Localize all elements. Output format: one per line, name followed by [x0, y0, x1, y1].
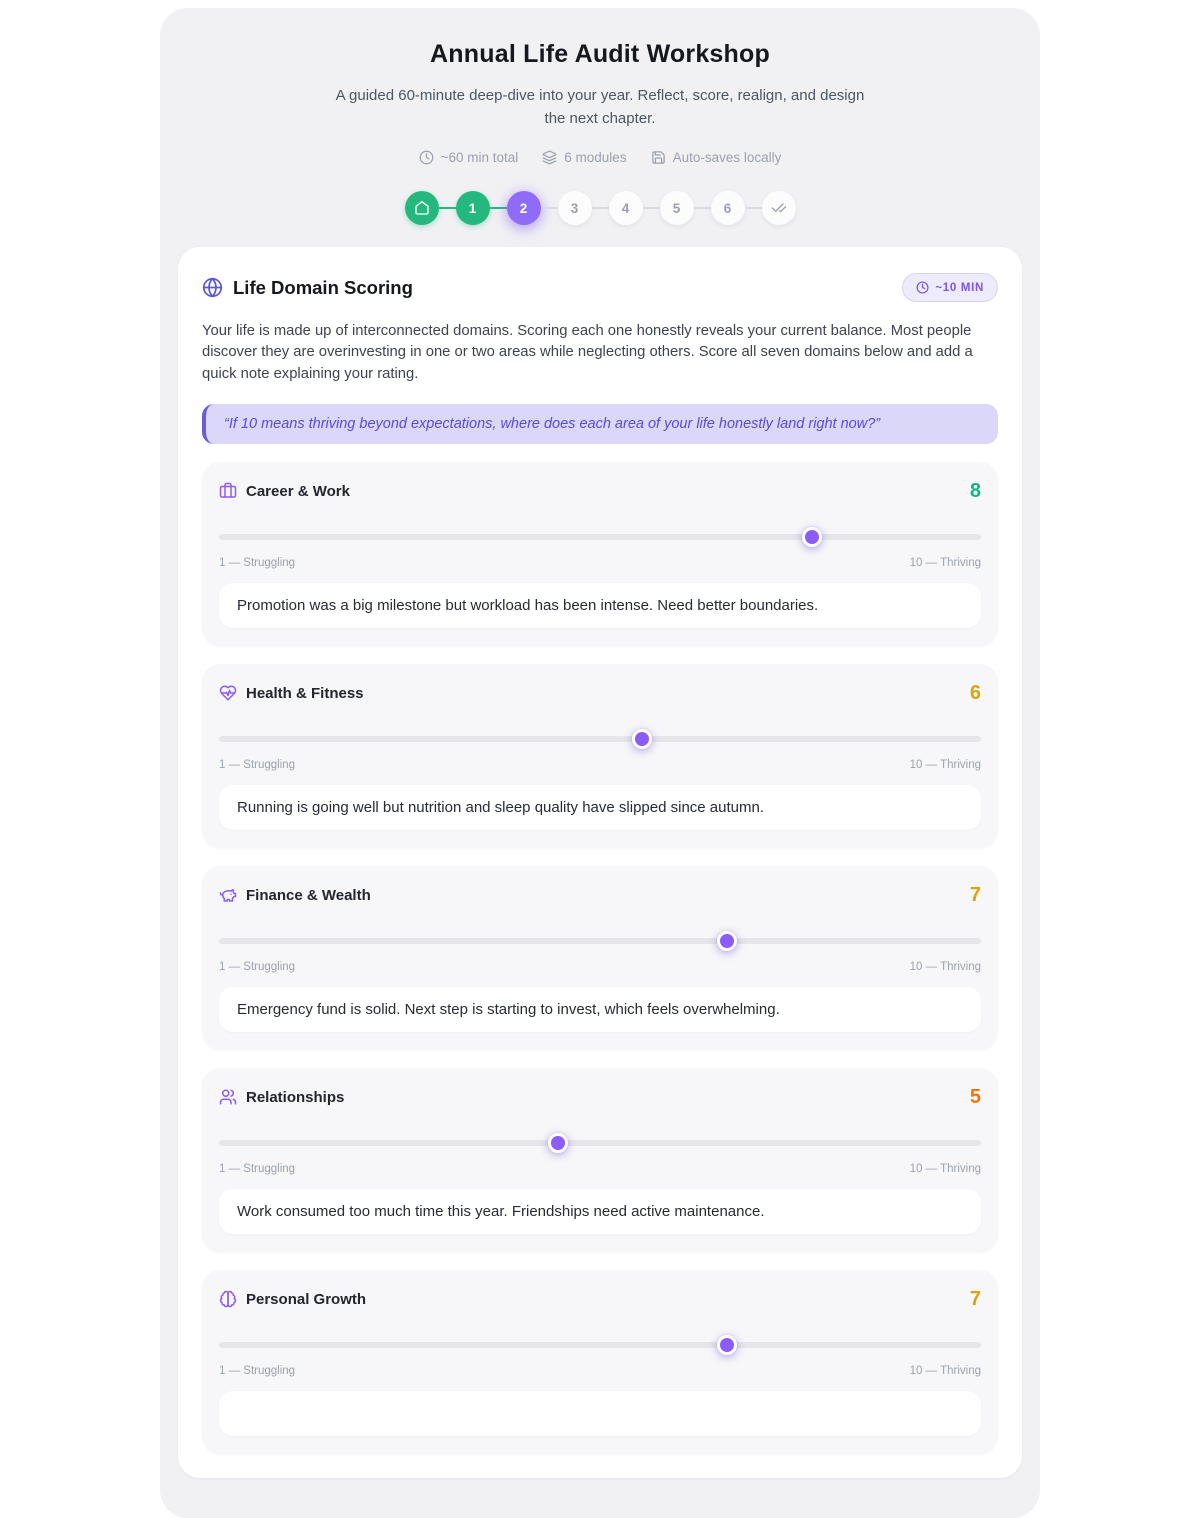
duration-badge	[902, 273, 998, 302]
heart-pulse-icon	[219, 684, 237, 702]
scale-max-label: 10 — Thriving	[909, 960, 981, 973]
domain-card-career-work	[202, 462, 998, 646]
stepper-step-intro[interactable]	[405, 191, 439, 225]
stepper-step-3[interactable]	[558, 191, 592, 225]
step-number: 6	[723, 200, 732, 216]
score-slider[interactable]	[219, 931, 981, 951]
domain-card-personal-growth	[202, 1270, 998, 1454]
step-number: 1	[468, 200, 477, 216]
scale-min-label: 1 — Struggling	[219, 1162, 296, 1175]
facilitator-quote: “If 10 means thriving beyond expectations, where does each area of your life honestly land right now?”	[202, 404, 998, 444]
domain-score: 7	[969, 1287, 981, 1310]
save-icon	[651, 150, 666, 165]
stepper-connector	[439, 207, 456, 209]
scale-labels	[219, 759, 981, 771]
module-description: Your life is made up of interconnected domains. Scoring each one honestly reveals your current balance. Most people discover they are overinvesting in one or two areas while neglecting others. Score all seven domains below and add a quick note explaining your rating.	[202, 323, 973, 382]
step-number: 2	[519, 200, 528, 216]
meta-modules	[542, 150, 626, 165]
domain-name: Personal Growth	[246, 1290, 367, 1308]
slider-track[interactable]	[219, 938, 981, 944]
module-header	[202, 273, 998, 302]
clock-icon	[916, 281, 929, 294]
page-title: Annual Life Audit Workshop	[430, 40, 770, 68]
domain-card-relationships	[202, 1068, 998, 1252]
domain-note-input[interactable]: Work consumed too much time this year. Friendships need active maintenance.	[219, 1189, 981, 1234]
stepper-step-5[interactable]	[660, 191, 694, 225]
stepper-step-finish[interactable]	[762, 191, 796, 225]
meta-duration	[419, 150, 519, 165]
module-card-life-domain-scoring	[178, 247, 1022, 1478]
domain-name: Career & Work	[246, 482, 350, 500]
scale-max-label: 10 — Thriving	[909, 556, 981, 569]
domain-name: Finance & Wealth	[246, 886, 371, 904]
slider-thumb[interactable]	[548, 1133, 568, 1153]
slider-track[interactable]	[219, 1342, 981, 1348]
scale-labels	[219, 961, 981, 973]
slider-thumb[interactable]	[717, 931, 737, 951]
domain-card-finance-wealth	[202, 866, 998, 1050]
layers-icon	[542, 150, 557, 165]
module-title: Life Domain Scoring	[233, 276, 413, 298]
scale-min-label: 1 — Struggling	[219, 1364, 296, 1377]
duration-badge-label: ~10 MIN	[935, 281, 984, 294]
domain-name: Health & Fitness	[246, 684, 364, 702]
check-check-icon	[771, 200, 787, 216]
stepper-step-4[interactable]	[609, 191, 643, 225]
domain-score: 5	[969, 1085, 981, 1108]
brain-icon	[219, 1290, 237, 1308]
briefcase-icon	[219, 482, 237, 500]
slider-track[interactable]	[219, 534, 981, 540]
home-icon	[414, 200, 430, 216]
score-slider[interactable]	[219, 527, 981, 547]
step-number: 5	[672, 200, 681, 216]
globe-icon	[202, 277, 223, 298]
module-stepper	[178, 191, 1022, 225]
meta-duration-label: ~60 min total	[440, 150, 519, 165]
domain-note-input[interactable]: Running is going well but nutrition and sleep quality have slipped since autumn.	[219, 785, 981, 830]
score-slider[interactable]	[219, 1133, 981, 1153]
stepper-connector	[592, 207, 609, 209]
slider-thumb[interactable]	[717, 1335, 737, 1355]
scale-max-label: 10 — Thriving	[909, 1162, 981, 1175]
step-number: 4	[621, 200, 630, 216]
scale-min-label: 1 — Struggling	[219, 556, 296, 569]
clock-icon	[419, 150, 434, 165]
domain-score: 6	[969, 681, 981, 704]
meta-row	[178, 150, 1022, 165]
domain-score: 7	[969, 883, 981, 906]
score-slider[interactable]	[219, 1335, 981, 1355]
meta-autosave	[651, 150, 782, 165]
workshop-shell	[160, 8, 1040, 1518]
domain-score: 8	[969, 479, 981, 502]
stepper-connector	[541, 207, 558, 209]
meta-autosave-label: Auto-saves locally	[672, 150, 782, 165]
scale-max-label: 10 — Thriving	[909, 758, 981, 771]
domain-note-input[interactable]: Emergency fund is solid. Next step is starting to invest, which feels overwhelming.	[219, 987, 981, 1032]
score-slider[interactable]	[219, 729, 981, 749]
domain-note-input[interactable]	[219, 1391, 981, 1436]
stepper-connector	[694, 207, 711, 209]
stepper-connector	[643, 207, 660, 209]
meta-modules-label: 6 modules	[564, 150, 627, 165]
page-subtitle: A guided 60-minute deep-dive into your year. Reflect, score, realign, and design the next chapter.	[335, 87, 865, 127]
slider-track[interactable]	[219, 736, 981, 742]
scale-min-label: 1 — Struggling	[219, 960, 296, 973]
workshop-header	[178, 30, 1022, 225]
stepper-connector	[490, 207, 507, 209]
stepper-step-1[interactable]	[456, 191, 490, 225]
domain-note-input[interactable]: Promotion was a big milestone but workload has been intense. Need better boundaries.	[219, 583, 981, 628]
slider-thumb[interactable]	[802, 527, 822, 547]
scale-min-label: 1 — Struggling	[219, 758, 296, 771]
stepper-step-2[interactable]	[507, 191, 541, 225]
domain-name: Relationships	[246, 1088, 345, 1106]
scale-labels	[219, 557, 981, 569]
users-icon	[219, 1088, 237, 1106]
slider-track[interactable]	[219, 1140, 981, 1146]
scale-labels	[219, 1365, 981, 1377]
step-number: 3	[570, 200, 579, 216]
stepper-step-6[interactable]	[711, 191, 745, 225]
scale-max-label: 10 — Thriving	[909, 1364, 981, 1377]
stepper-connector	[745, 207, 762, 209]
piggy-bank-icon	[219, 886, 237, 904]
domain-card-health-fitness	[202, 664, 998, 848]
slider-thumb[interactable]	[632, 729, 652, 749]
scale-labels	[219, 1163, 981, 1175]
